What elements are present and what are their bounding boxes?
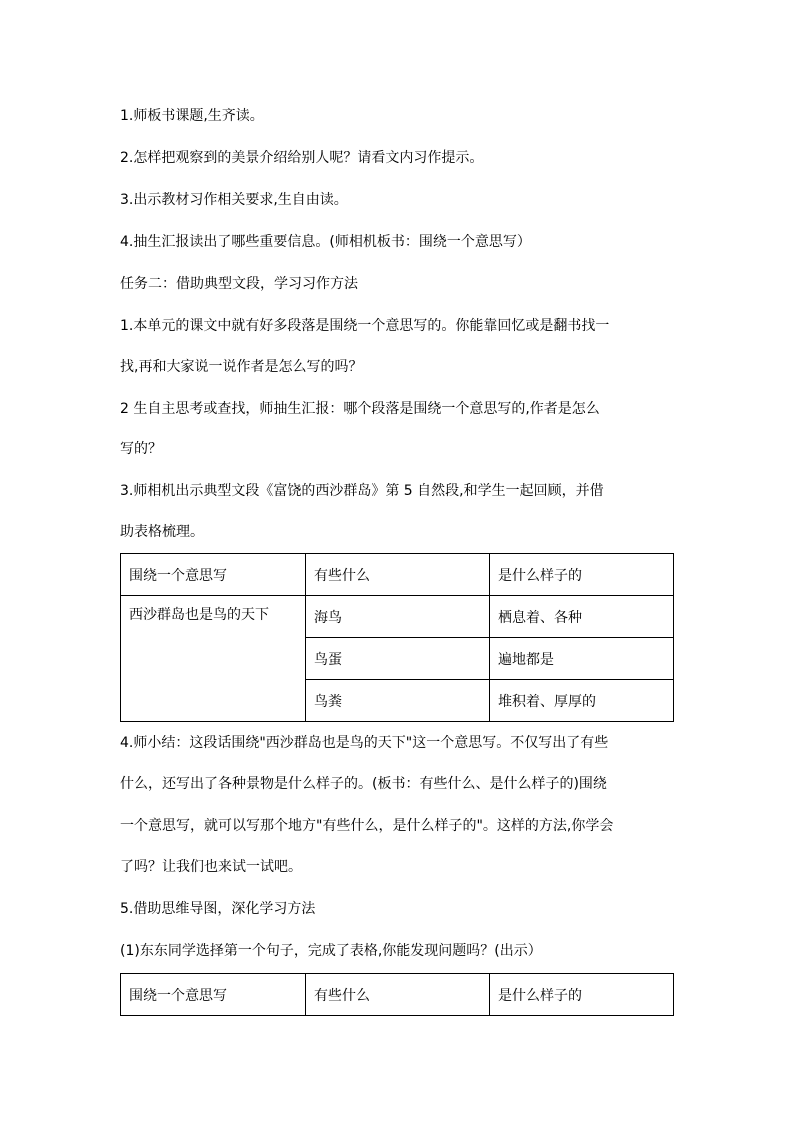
paragraph: 4.师小结：这段话围绕"西沙群岛也是鸟的天下"这一个意思写。不仅写出了有些 [120, 735, 609, 751]
summary-table [120, 553, 674, 722]
table-cell: 堆积着、厚厚的 [490, 680, 674, 722]
main-idea-cell: 西沙群岛也是鸟的天下 [121, 596, 306, 722]
paragraph: 了吗？让我们也来试一试吧。 [120, 859, 302, 875]
table-header-row [121, 554, 674, 596]
table-header-cell: 是什么样子的 [490, 974, 674, 1016]
paragraph: 写的？ [120, 441, 162, 457]
practice-table [120, 973, 674, 1016]
table-header-cell: 是什么样子的 [490, 554, 674, 596]
table-cell: 鸟蛋 [306, 638, 490, 680]
paragraph: 1.本单元的课文中就有好多段落是围绕一个意思写的。你能靠回忆或是翻书找一 [120, 318, 610, 334]
table-header-cell: 有些什么 [306, 974, 490, 1016]
table-header-cell: 围绕一个意思写 [121, 554, 306, 596]
paragraph: 什么，还写出了各种景物是什么样子的。(板书：有些什么、是什么样子的)围绕 [120, 776, 607, 792]
table-header-cell: 围绕一个意思写 [121, 974, 306, 1016]
table-header-cell: 有些什么 [306, 554, 490, 596]
paragraph: 2.怎样把观察到的美景介绍给别人呢？请看文内习作提示。 [120, 150, 484, 166]
section-heading: 任务二：借助典型文段，学习习作方法 [120, 276, 358, 292]
table-header-row [121, 974, 674, 1016]
table-row [121, 596, 674, 638]
paragraph: 4.抽生汇报读出了哪些重要信息。(师相机板书：围绕一个意思写） [120, 234, 531, 250]
paragraph: 3.师相机出示典型文段《富饶的西沙群岛》第 5 自然段,和学生一起回顾，并借 [120, 483, 604, 499]
paragraph: 助表格梳理。 [120, 524, 204, 540]
paragraph: 3.出示教材习作相关要求,生自由读。 [120, 192, 348, 208]
paragraph: 一个意思写，就可以写那个地方"有些什么，是什么样子的"。这样的方法,你学会 [120, 818, 614, 834]
paragraph: (1)东东同学选择第一个句子，完成了表格,你能发现问题吗？(出示） [120, 943, 542, 959]
table-cell: 栖息着、各种 [490, 596, 674, 638]
paragraph: 2 生自主思考或查找，师抽生汇报：哪个段落是围绕一个意思写的,作者是怎么 [120, 401, 600, 417]
paragraph: 找,再和大家说一说作者是怎么写的吗？ [120, 359, 363, 375]
paragraph: 1.师板书课题,生齐读。 [120, 108, 264, 124]
table-cell: 遍地都是 [490, 638, 674, 680]
table-cell: 鸟粪 [306, 680, 490, 722]
table-cell: 海鸟 [306, 596, 490, 638]
section-heading: 5.借助思维导图，深化学习方法 [120, 901, 316, 917]
